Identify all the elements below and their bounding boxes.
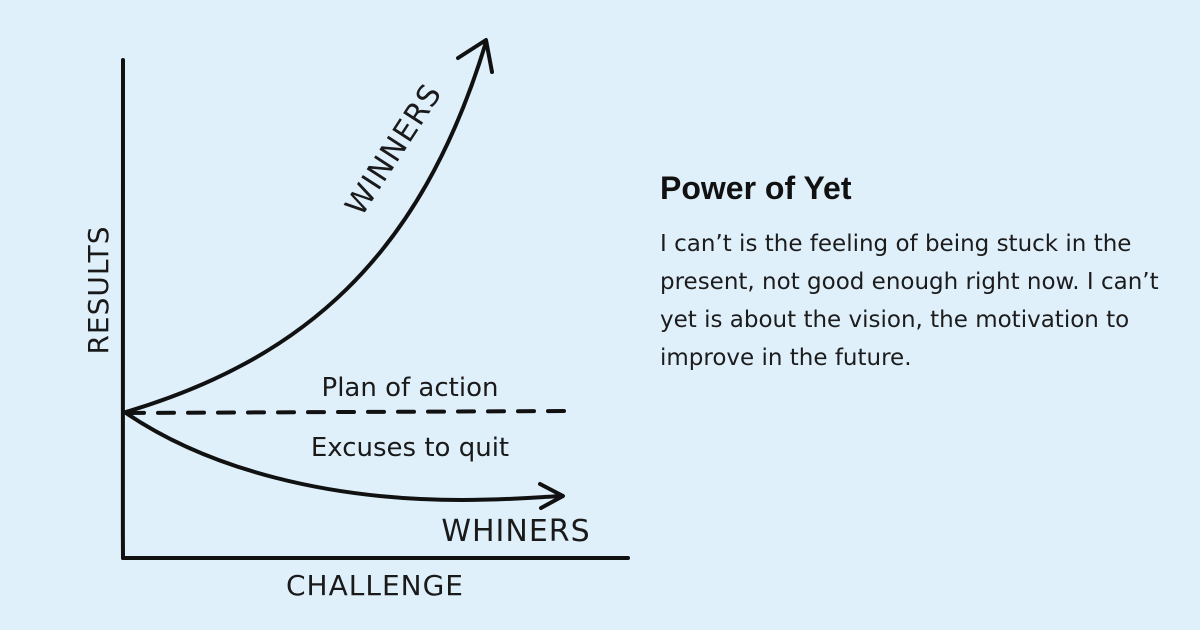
whiners-label: WHINERS <box>441 514 591 549</box>
y-axis-label: RESULTS <box>82 225 115 355</box>
excuses-to-quit-label: Excuses to quit <box>310 433 510 463</box>
panel-title: Power of Yet <box>660 170 852 206</box>
panel-body: I can’t is the feeling of being stuck in the present, not good enough right now. I can’t yet is about the vision, the motivation to improve in the future. <box>660 231 1159 371</box>
plan-of-action-line <box>128 411 568 413</box>
y-axis <box>123 60 124 558</box>
winners-arrowhead <box>458 40 492 72</box>
plan-of-action-label: Plan of action <box>321 373 499 403</box>
winners-label: WINNERS <box>338 77 450 222</box>
x-axis-label: CHALLENGE <box>286 569 464 602</box>
text-panel <box>660 170 1160 377</box>
x-axis <box>123 558 628 559</box>
